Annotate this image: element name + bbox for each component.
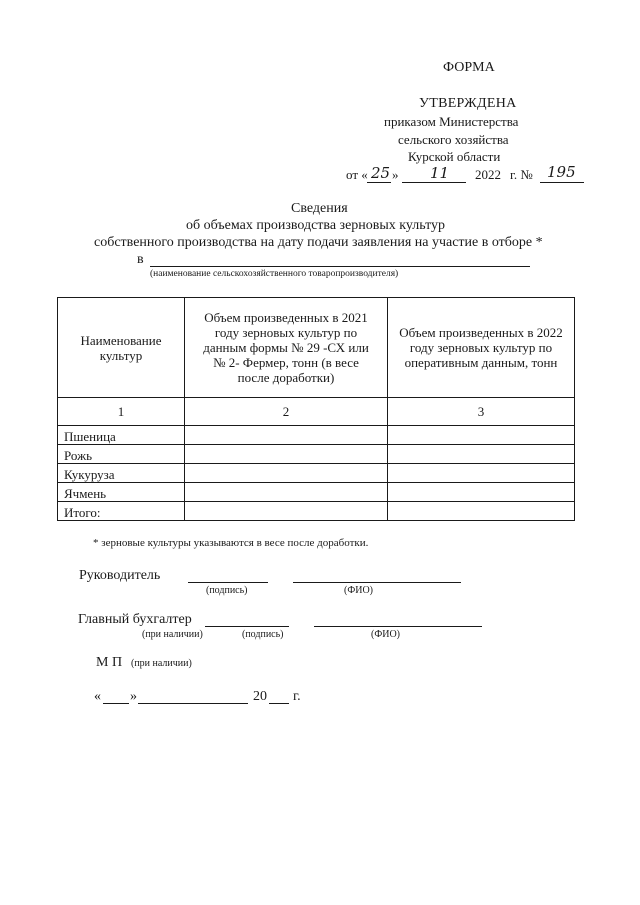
column-number: 3 [388,398,575,426]
column-number: 2 [185,398,388,426]
accountant-label: Главный бухгалтер [78,612,192,627]
order-number: 195 [547,163,576,181]
date-year-prefix: 20 [253,689,267,704]
accountant-signature-line[interactable] [205,626,289,627]
producer-in-label: в [137,252,144,267]
head-name-caption: (ФИО) [344,585,374,596]
crop-name: Рожь [58,445,185,464]
stamp-note: (при наличии) [131,658,192,669]
form-label: ФОРМА [443,60,495,75]
header-volume-2022: Объем произведенных в 2022 году зерновых культур по оперативным данным, тонн [388,298,575,398]
volume-2022-cell[interactable] [388,445,575,464]
table-row-barley [58,483,575,502]
approved-line-1: приказом Министерства [384,114,519,129]
date-month-line[interactable] [138,703,248,704]
column-number: 1 [58,398,185,426]
volume-2021-cell[interactable] [185,502,388,521]
accountant-name-caption: (ФИО) [371,629,401,640]
grain-volume-table [57,297,575,521]
volume-2021-cell[interactable] [185,464,388,483]
table-row-rye [58,445,575,464]
volume-2021-cell[interactable] [185,426,388,445]
month-underline [402,182,466,183]
approved-label: УТВЕРЖДЕНА [419,96,517,111]
head-signature-caption: (подпись) [206,585,248,596]
crop-name: Итого: [58,502,185,521]
crop-name: Ячмень [58,483,185,502]
number-underline [540,182,584,183]
table-row-wheat [58,426,575,445]
producer-name-line[interactable] [150,266,530,267]
date-year-line[interactable] [269,703,289,704]
volume-2021-cell[interactable] [185,483,388,502]
volume-2022-cell[interactable] [388,483,575,502]
table-row-corn [58,464,575,483]
volume-2022-cell[interactable] [388,502,575,521]
date-day-line[interactable] [103,703,129,704]
approved-line-2: сельского хозяйства [398,132,509,147]
head-label: Руководитель [79,568,161,583]
accountant-signature-caption: (подпись) [242,629,284,640]
head-name-line[interactable] [293,582,461,583]
order-month: 11 [430,164,450,182]
date-year-suffix: г. [293,689,301,704]
accountant-name-line[interactable] [314,626,482,627]
accountant-if-any-caption: (при наличии) [142,629,203,640]
head-signature-line[interactable] [188,582,268,583]
volume-2022-cell[interactable] [388,426,575,445]
table-row-total [58,502,575,521]
order-day: 25 [371,164,391,182]
date-quote-close: » [392,167,399,182]
table-header-row [58,298,575,398]
date-open-quote: « [94,689,101,704]
day-underline [367,182,391,183]
column-numbers-row [58,398,575,426]
crop-name: Кукуруза [58,464,185,483]
crop-name: Пшеница [58,426,185,445]
volume-2022-cell[interactable] [388,464,575,483]
header-volume-2021: Объем произведенных в 2021 году зерновых культур по данным формы № 29 -СХ или № 2- Фермер, тонн (в весе после доработки) [185,298,388,398]
title-line-3: собственного производства на дату подачи заявления на участие в отборе * [94,235,543,250]
order-number-label: г. № [510,167,533,182]
date-prefix: от « [346,167,368,182]
producer-caption: (наименование сельскохозяйственного товаропроизводителя) [150,269,399,279]
stamp-label: М П [96,655,123,670]
footnote: * зерновые культуры указываются в весе после доработки. [93,537,369,549]
header-crop-name: Наименование культур [58,298,185,398]
order-year: 2022 [475,167,501,182]
volume-2021-cell[interactable] [185,445,388,464]
date-close-quote: » [130,689,137,704]
title-line-1: Сведения [291,201,348,216]
title-line-2: об объемах производства зерновых культур [186,218,446,233]
approved-line-3: Курской области [408,149,501,164]
